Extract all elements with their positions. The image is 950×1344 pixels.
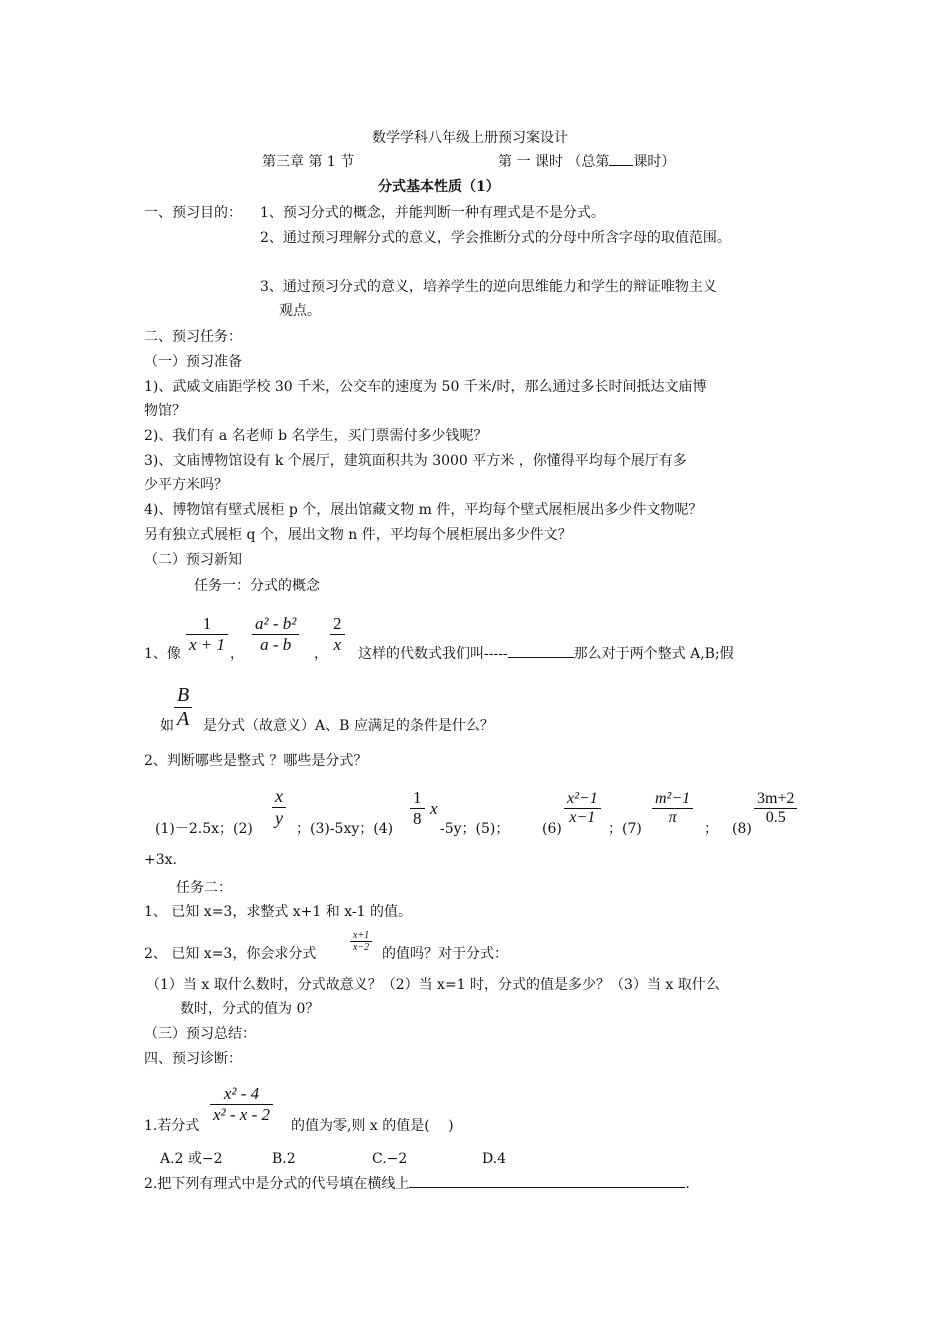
goal-2: 2、通过预习理解分式的意义，学会推断分式的分母中所含字母的取值范围。 xyxy=(260,230,731,246)
diagnosis-fraction xyxy=(210,1084,273,1125)
task2-fraction-num: x+1 xyxy=(353,930,370,941)
option-b: B.2 xyxy=(272,1151,296,1167)
judge-item-1: (1)－2.5x；(2) xyxy=(155,821,253,837)
task2-label: 任务二： xyxy=(176,880,232,896)
if-prefix: 如 xyxy=(160,718,174,734)
fraction-b-over-a xyxy=(174,684,192,731)
judge-frac-2 xyxy=(272,786,286,829)
judge-frac-8-num: 3m+2 xyxy=(757,790,795,807)
task1-label: 任务一：分式的概念 xyxy=(194,578,320,594)
judge-frac-4-den: 8 xyxy=(413,809,422,828)
period-label xyxy=(498,154,675,171)
task2-q2a: 2、 已知 x=3，你会求分式 xyxy=(144,946,317,962)
prep-q2: 2)、我们有 a 名老师 b 名学生，买门票需付多少钱呢？ xyxy=(144,428,488,444)
concept-comma-1: ， xyxy=(230,646,244,662)
judge-frac-8-den: 0.5 xyxy=(765,809,786,826)
judge-frac-4-var: x xyxy=(430,799,438,818)
fraction-1-num: 1 xyxy=(202,614,212,633)
task2-fraction-den: x−2 xyxy=(353,942,370,953)
prep-q1-line1: 1)、武威文庙距学校 30 千米，公交车的速度为 50 千米/时，那么通过多长时间抵达文庙博 xyxy=(144,379,707,395)
diagnosis-p2-blank xyxy=(409,1187,685,1188)
judge-question: 2、判断哪些是整式 ？哪些是分式？ xyxy=(144,753,368,769)
concept-text-b: 那么对于两个整式 A,B;假 xyxy=(573,646,734,662)
diagnosis-p2-end: . xyxy=(685,1176,690,1192)
goal-1: 1、预习分式的概念，并能判断一种有理式是不是分式。 xyxy=(260,205,605,221)
fraction-2 xyxy=(252,614,299,655)
goal-3: 3、通过预习分式的意义，培养学生的逆向思维能力和学生的辩证唯物主义 xyxy=(260,279,717,295)
fraction-3-den: x xyxy=(333,635,342,654)
task2-q3-line1: （1）当 x 取什么数时，分式故意义？（2）当 x=1 时，分式的值是多少？（3）当 x 取什么 xyxy=(146,977,720,993)
diagnosis-p2 xyxy=(144,1176,690,1193)
new-knowledge-label: （二）预习新知 xyxy=(144,552,242,568)
diagnosis-p1b: 的值为零,则 x 的值是( ) xyxy=(291,1118,454,1134)
judge-item-6: (6) xyxy=(542,821,562,837)
judge-frac-2-den: y xyxy=(275,808,283,828)
prep-q1-line2: 物馆？ xyxy=(144,403,186,419)
concept-prefix: 1、像 xyxy=(144,646,181,662)
task2-fraction xyxy=(350,930,372,953)
judge-item-8-tail: +3x. xyxy=(144,852,177,868)
summary-label: （三）预习总结： xyxy=(144,1026,256,1042)
diagnosis-label: 四、预习诊断： xyxy=(144,1051,242,1067)
judge-item-7-sep: ； xyxy=(704,821,718,837)
task2-q3-line2: 数时，分式的值为 0？ xyxy=(180,1001,320,1017)
judge-frac-6-den: x−1 xyxy=(569,809,596,826)
judge-frac-2-num: x xyxy=(275,786,283,806)
judge-frac-4 xyxy=(410,788,425,829)
diagnosis-p1a: 1.若分式 xyxy=(144,1118,200,1134)
prep-q4-line2: 另有独立式展柜 q 个，展出文物 n 件，平均每个展柜展出多少件文？ xyxy=(144,527,572,543)
prep-q4-line1: 4)、博物馆有壁式展柜 p 个，展出馆藏文物 m 件，平均每个壁式展柜展出多少件文物呢？ xyxy=(144,502,703,518)
goals-label: 一、预习目的： xyxy=(144,205,242,221)
judge-item-7: ；(7) xyxy=(608,821,642,837)
concept-text xyxy=(358,646,734,663)
chapter-label: 第三章 第 1 节 xyxy=(262,154,355,170)
judge-frac-7-den: π xyxy=(668,809,677,826)
period-blank xyxy=(609,165,633,166)
fraction-2-num: a² - b² xyxy=(255,614,297,633)
prep-label: （一）预习准备 xyxy=(144,354,242,370)
diagnosis-p2-text: 2.把下列有理式中是分式的代号填在横线上 xyxy=(144,1176,410,1192)
option-d: D.4 xyxy=(482,1151,507,1167)
judge-frac-6 xyxy=(564,790,601,827)
lesson-title: 分式基本性质（1） xyxy=(378,179,500,195)
goal-3-cont: 观点。 xyxy=(279,303,321,319)
fraction-a-den: A xyxy=(177,708,190,730)
fraction-1 xyxy=(186,614,228,655)
period-text: 第 一 课时 （总第 xyxy=(498,154,610,170)
tasks-label: 二、预习任务： xyxy=(144,329,242,345)
fraction-3-num: 2 xyxy=(333,614,342,633)
concept-blank xyxy=(508,657,574,658)
period-end: 课时） xyxy=(633,154,676,170)
judge-frac-4-num: 1 xyxy=(413,788,422,807)
option-c: C.−2 xyxy=(372,1151,408,1167)
judge-frac-7 xyxy=(652,790,693,827)
judge-item-3: ；(3)-5xy；(4) xyxy=(296,821,394,837)
fraction-2-den: a - b xyxy=(260,635,292,654)
prep-q3-line2: 少平方米吗？ xyxy=(144,477,228,493)
fraction-b-num: B xyxy=(177,684,190,706)
doc-title: 数学学科八年级上册预习案设计 xyxy=(372,130,568,146)
judge-frac-6-num: x²−1 xyxy=(567,790,598,807)
concept-text-a: 这样的代数式我们叫----- xyxy=(358,646,508,662)
prep-q3-line1: 3)、文庙博物馆设有 k 个展厅，建筑面积共为 3000 平方米 ，你懂得平均每个展厅有多 xyxy=(144,453,687,469)
diagnosis-fraction-num: x² - 4 xyxy=(223,1084,260,1103)
fraction-1-den: x + 1 xyxy=(189,635,226,654)
diagnosis-fraction-den: x² - x - 2 xyxy=(213,1105,271,1124)
judge-item-5: -5y；(5)； xyxy=(440,821,510,837)
task2-q1: 1、 已知 x=3，求整式 x+1 和 x-1 的值。 xyxy=(144,904,412,920)
task2-q2b: 的值吗？对于分式： xyxy=(382,946,508,962)
option-a: A.2 或−2 xyxy=(160,1151,223,1167)
judge-item-8: (8) xyxy=(732,821,752,837)
concept-comma-2: ， xyxy=(314,646,328,662)
fraction-3 xyxy=(330,614,345,655)
if-text: 是分式（故意义）A、B 应满足的条件是什么？ xyxy=(203,718,494,734)
judge-frac-7-num: m²−1 xyxy=(655,790,691,807)
judge-frac-8 xyxy=(754,790,797,827)
